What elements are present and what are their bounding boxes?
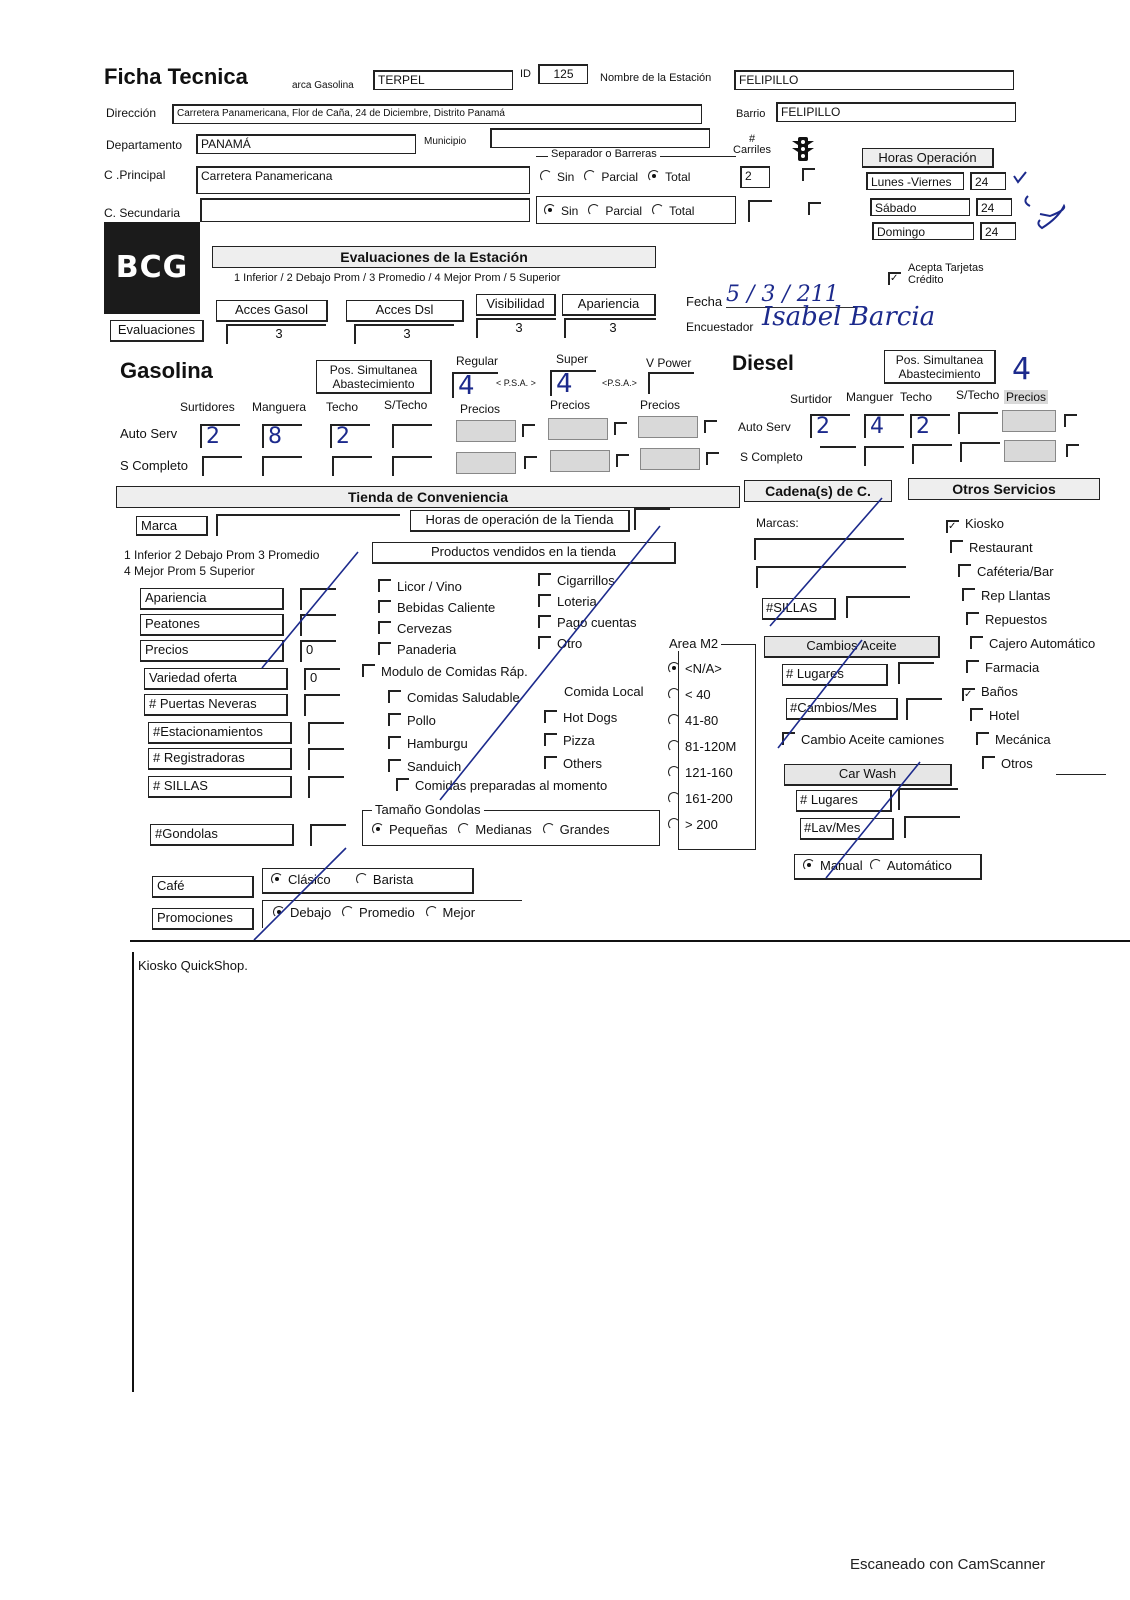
regular-label: Regular	[456, 354, 499, 368]
cafe-clasico-label: Clásico	[288, 872, 331, 887]
acepta-tarjetas-checkbox[interactable]: ✓	[888, 272, 901, 285]
gas-col-surtidores: Surtidores	[180, 400, 235, 414]
carriles-label: # Carriles	[733, 133, 771, 156]
diesel-col-manguer: Manguer	[846, 390, 894, 404]
gondola-grandes-label: Grandes	[559, 822, 610, 837]
gasolina-title: Gasolina	[120, 358, 213, 383]
gas-precios-1: Precios	[460, 402, 501, 416]
carriles-field[interactable]: 2	[740, 166, 770, 188]
sep1-total-label: Total	[665, 170, 691, 184]
departamento-field[interactable]: PANAMÁ	[196, 134, 416, 154]
modulo-item-label: Pizza	[563, 733, 595, 748]
area-label: 41-80	[685, 713, 719, 728]
separador-title: Separador o Barreras	[548, 148, 660, 160]
diesel-autoserv-techo[interactable]: 2	[910, 414, 950, 438]
area-label: 121-160	[685, 765, 733, 780]
gas-col-manguera: Manguera	[252, 400, 307, 414]
direccion-label: Dirección	[106, 106, 157, 120]
vpower-label: V Power	[646, 356, 692, 370]
diesel-pos-value[interactable]: 4	[1012, 352, 1032, 387]
gas-autoserv-label: Auto Serv	[120, 426, 178, 441]
direccion-field[interactable]: Carretera Panamericana, Flor de Caña, 24 de Diciembre, Distrito Panamá	[172, 104, 702, 124]
id-label: ID	[520, 68, 531, 80]
modulo-item-label: Others	[563, 756, 603, 771]
super-field[interactable]: 4	[550, 370, 596, 396]
diesel-autoserv-surtidor[interactable]: 2	[810, 414, 850, 438]
tienda-header: Tienda de Conveniencia	[116, 486, 740, 508]
barrio-field[interactable]: FELIPILLO	[776, 102, 1016, 122]
sep2-parcial-label: Parcial	[605, 204, 643, 218]
apariencia-label: Apariencia	[562, 294, 656, 316]
psa-label-1: < P.S.A. >	[496, 378, 536, 388]
cafe-barista-label: Barista	[372, 872, 414, 887]
promo-promedio-label: Promedio	[359, 905, 415, 920]
gas-col-stecho: S/Techo	[384, 398, 428, 412]
tienda-row-label: #Estacionamientos	[148, 722, 292, 744]
tienda-row-label: Peatones	[140, 614, 284, 636]
gondola-pequenas-label: Pequeñas	[389, 822, 448, 837]
diesel-col-techo: Techo	[900, 390, 933, 404]
lav-mes-label: #Lav/Mes	[800, 818, 894, 840]
modulo-item-label: Pollo	[407, 713, 436, 728]
diesel-precios: Precios	[1006, 390, 1047, 404]
evaluaciones-scale: 1 Inferior / 2 Debajo Prom / 3 Promedio / 4 Mejor Prom / 5 Superior	[234, 272, 561, 284]
otro-servicio-label: Repuestos	[985, 612, 1048, 627]
acepta-tarjetas-label: Acepta Tarjetas Crédito	[908, 262, 984, 286]
cambios-mes-label: #Cambios/Mes	[786, 698, 898, 720]
diesel-col-stecho: S/Techo	[956, 388, 1000, 402]
diesel-scompleto-label: S Completo	[740, 450, 803, 464]
acces-gasol-field[interactable]: 3	[226, 324, 326, 344]
modulo-label: Modulo de Comidas Ráp.	[381, 664, 528, 679]
camscanner-footer: Escaneado con CamScanner	[850, 1556, 1046, 1573]
otro-servicio-label: Otros	[1001, 756, 1033, 771]
acces-gasol-label: Acces Gasol	[216, 300, 328, 322]
carwash-lugares-label: # Lugares	[796, 790, 892, 812]
tienda-scale-2: 4 Mejor Prom 5 Superior	[124, 564, 255, 578]
otro-servicio-label: Baños	[981, 684, 1018, 699]
cadena-sillas-label: #SILLAS	[762, 598, 836, 620]
sep2-total-label: Total	[669, 204, 695, 218]
productos-header: Productos vendidos en la tienda	[372, 542, 676, 564]
producto-label: Licor / Vino	[397, 579, 462, 594]
horas-operacion-header: Horas Operación	[862, 148, 994, 168]
tienda-row-label: Apariencia	[140, 588, 284, 610]
area-label: < 40	[685, 687, 711, 702]
fecha-value[interactable]: 5 / 3 / 211	[726, 282, 856, 308]
carwash-auto-label: Automático	[886, 858, 952, 873]
diesel-autoserv-manguer[interactable]: 4	[864, 414, 904, 438]
tienda-row-label: Variedad oferta	[144, 668, 288, 690]
comida-local-label: Comida Local	[564, 684, 644, 699]
producto-label: Otro	[557, 636, 583, 651]
carwash-header: Car Wash	[784, 764, 952, 786]
gasolina-pos-sim: Pos. Simultanea Abastecimiento	[316, 360, 432, 394]
cambio-camiones-label: Cambio Aceite camiones	[801, 732, 945, 747]
producto-label: Panaderia	[397, 642, 457, 657]
gas-precios-2: Precios	[550, 398, 591, 412]
id-field[interactable]: 125	[538, 64, 588, 84]
sep2-sin-label: Sin	[561, 204, 579, 218]
modulo-item-label: Hot Dogs	[563, 710, 618, 725]
diesel-title: Diesel	[732, 352, 794, 375]
tienda-row-label: Precios	[140, 640, 284, 662]
tienda-row-label: # Puertas Neveras	[144, 694, 288, 716]
gas-autoserv-surtidores[interactable]: 2	[200, 424, 240, 448]
notes-text: Kiosko QuickShop.	[138, 958, 248, 973]
departamento-label: Departamento	[106, 138, 183, 152]
otro-servicio-label: Cajero Automático	[989, 636, 1096, 651]
apariencia-field[interactable]: 3	[564, 318, 656, 338]
otro-servicio-label: Kiosko	[965, 516, 1005, 531]
tienda-row-label: # SILLAS	[148, 776, 292, 798]
tienda-row-field[interactable]: 0	[304, 668, 340, 690]
diesel-col-surtidor: Surtidor	[790, 392, 833, 406]
nombre-label: Nombre de la Estación	[600, 72, 712, 84]
tienda-scale-1: 1 Inferior 2 Debajo Prom 3 Promedio	[124, 548, 320, 562]
marca-gasolina-label: arca Gasolina	[292, 80, 354, 91]
gas-autoserv-techo[interactable]: 2	[330, 424, 370, 448]
evaluaciones-label: Evaluaciones	[110, 320, 204, 342]
modulo-item-label: Comidas Saludable	[407, 690, 520, 705]
cambios-lugares-label: # Lugares	[782, 664, 888, 686]
visibilidad-label: Visibilidad	[476, 294, 556, 316]
municipio-label: Municipio	[424, 136, 467, 147]
gas-autoserv-manguera[interactable]: 8	[262, 424, 302, 448]
bcg-logo: BCG	[104, 222, 200, 314]
modulo-item-label: Hamburgu	[407, 736, 468, 751]
producto-label: Pago cuentas	[557, 615, 637, 630]
area-label: 161-200	[685, 791, 733, 806]
diesel-pos-sim: Pos. Simultanea Abastecimiento	[884, 350, 996, 384]
diesel-autoserv-label: Auto Serv	[738, 420, 791, 434]
sabado-label: Sábado	[870, 198, 970, 216]
domingo-field[interactable]: 24	[980, 222, 1016, 240]
promo-mejor-label: Mejor	[442, 905, 476, 920]
encuestador-value[interactable]: Isabel Barcia	[762, 302, 936, 332]
otro-servicio-label: Caféteria/Bar	[977, 564, 1054, 579]
area-label: <N/A>	[685, 661, 722, 676]
otro-servicio-checkbox[interactable]: ✓	[962, 688, 975, 701]
producto-label: Cervezas	[397, 621, 452, 636]
acces-dsl-field[interactable]: 3	[354, 324, 454, 344]
regular-field[interactable]: 4	[452, 372, 498, 398]
otro-servicio-label: Farmacia	[985, 660, 1040, 675]
page-separator	[130, 940, 1130, 942]
barrio-label: Barrio	[736, 108, 766, 120]
gondola-medianas-label: Medianas	[475, 822, 532, 837]
promo-debajo-label: Debajo	[290, 905, 332, 920]
psa-label-2: <P.S.A.>	[602, 378, 637, 388]
evaluaciones-header: Evaluaciones de la Estación	[212, 246, 656, 268]
tienda-row-field[interactable]: 0	[300, 640, 336, 662]
cprincipal-field[interactable]: Carretera Panamericana	[196, 166, 530, 194]
modulo-item-label: Comidas preparadas al momento	[415, 778, 608, 793]
otro-servicio-label: Hotel	[989, 708, 1020, 723]
lunes-label: Lunes -Viernes	[866, 172, 964, 190]
tienda-row-label: # Registradoras	[148, 748, 292, 770]
gondolas-title: Tamaño Gondolas	[372, 802, 484, 817]
producto-label: Bebidas Caliente	[397, 600, 496, 615]
modulo-item-label: Sanduich	[407, 759, 462, 774]
nombre-field[interactable]: FELIPILLO	[734, 70, 1014, 90]
producto-label: Cigarrillos	[557, 573, 615, 588]
promociones-label: Promociones	[152, 908, 254, 930]
area-title: Area M2	[666, 636, 721, 651]
tienda-marca-label: Marca	[136, 516, 208, 536]
cadena-header: Cadena(s) de C.	[744, 480, 892, 502]
acces-dsl-label: Acces Dsl	[346, 300, 464, 322]
gas-col-techo: Techo	[326, 400, 359, 414]
area-label: 81-120M	[685, 739, 737, 754]
cadena-marcas-label: Marcas:	[756, 516, 799, 530]
visibilidad-field[interactable]: 3	[476, 318, 556, 338]
fecha-label: Fecha	[686, 294, 723, 309]
marca-gasolina-field[interactable]: TERPEL	[373, 70, 513, 90]
notes-box[interactable]	[132, 952, 1130, 1392]
otro-servicio-label: Rep Llantas	[981, 588, 1051, 603]
cambios-aceite-header: Cambios Aceite	[764, 636, 940, 658]
otros-servicios-header: Otros Servicios	[908, 478, 1100, 500]
carwash-manual-label: Manual	[820, 858, 863, 873]
tienda-horas-label: Horas de operación de la Tienda	[410, 510, 630, 532]
cprincipal-label: C .Principal	[104, 168, 166, 182]
otro-servicio-label: Restaurant	[969, 540, 1033, 555]
cafe-label: Café	[152, 876, 254, 898]
sabado-field[interactable]: 24	[976, 198, 1012, 216]
super-label: Super	[556, 352, 589, 366]
encuestador-label: Encuestador	[686, 320, 754, 334]
sep1-sin-label: Sin	[557, 170, 575, 184]
gas-scompleto-label: S Completo	[120, 458, 188, 473]
lunes-field[interactable]: 24	[970, 172, 1006, 190]
otro-servicio-checkbox[interactable]: ✓	[946, 520, 959, 533]
otro-servicio-label: Mecánica	[995, 732, 1051, 747]
csecundaria-label: C. Secundaria	[104, 206, 181, 220]
area-label: > 200	[685, 817, 718, 832]
sep1-parcial-label: Parcial	[601, 170, 639, 184]
tienda-row-label: #Gondolas	[150, 824, 294, 846]
gas-precios-3: Precios	[640, 398, 681, 412]
domingo-label: Domingo	[872, 222, 974, 240]
page-title: Ficha Tecnica	[104, 64, 248, 89]
producto-label: Loteria	[557, 594, 597, 609]
